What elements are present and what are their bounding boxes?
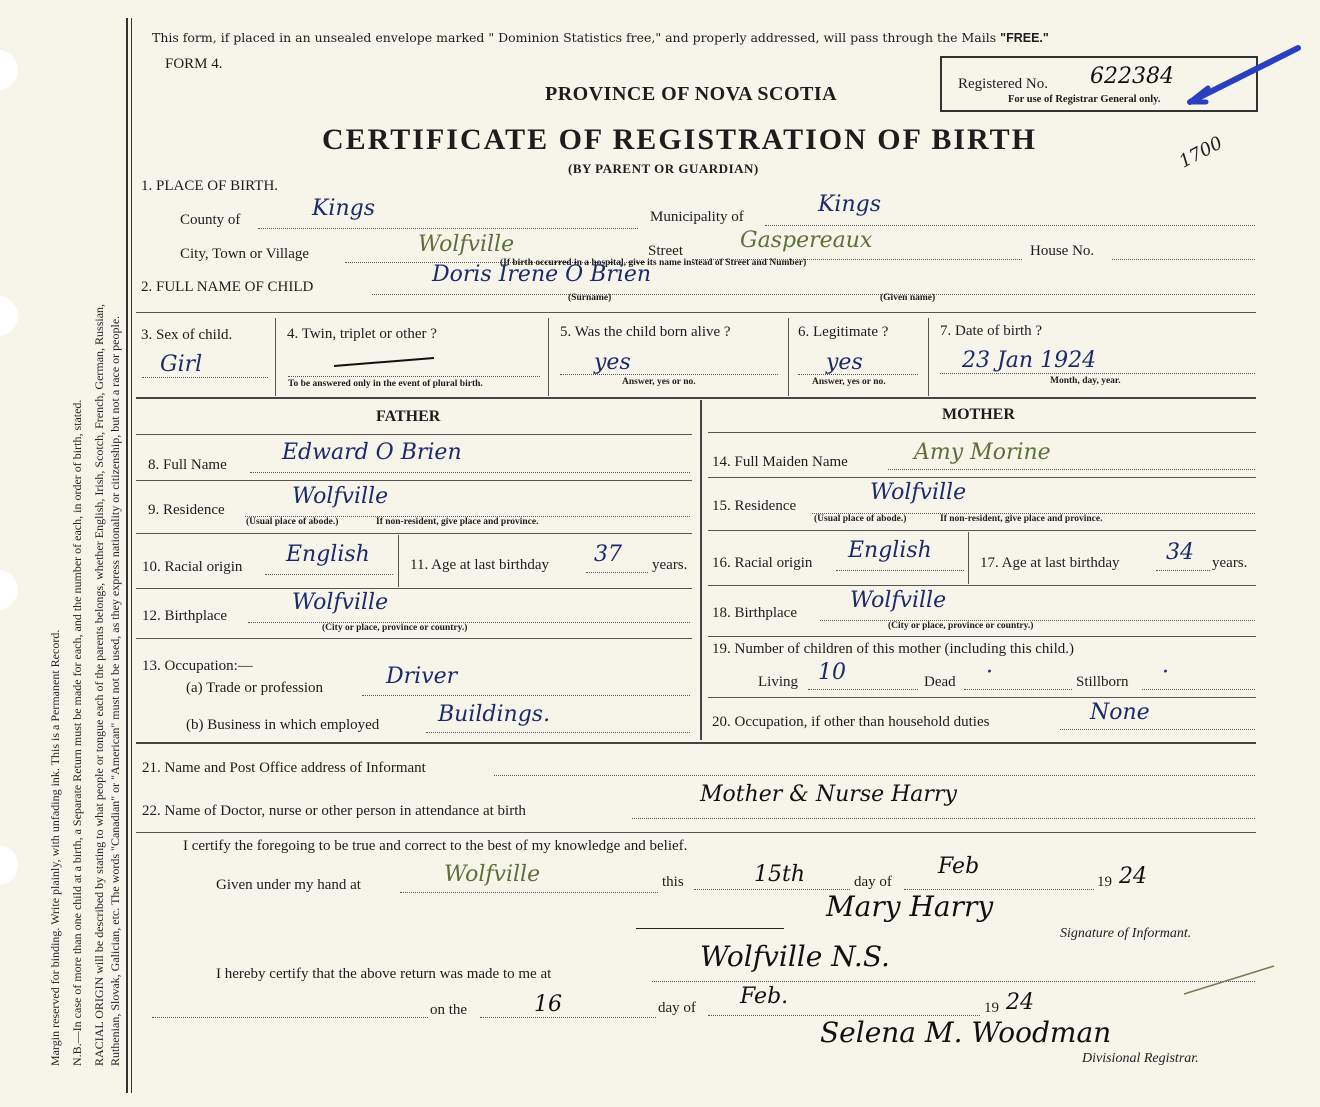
- binding-rule: [126, 18, 128, 1093]
- twin-note: To be answered only in the event of plural birth.: [288, 379, 483, 389]
- mother-race-label: 16. Racial origin: [712, 555, 813, 571]
- father-race-label: 10. Racial origin: [142, 559, 243, 575]
- given-dayof-label: day of: [854, 874, 892, 890]
- registrar-on-label: on the: [430, 1002, 468, 1018]
- province-heading: PROVINCE OF NOVA SCOTIA: [545, 83, 838, 105]
- county-label: County of: [180, 212, 241, 228]
- twin-label: 4. Twin, triplet or other ?: [287, 326, 437, 342]
- mother-race-value: English: [848, 538, 932, 563]
- twin-dash: [330, 352, 440, 372]
- father-name-label: 8. Full Name: [148, 457, 227, 473]
- father-trade-label: (a) Trade or profession: [186, 680, 324, 696]
- father-residence-note1: (Usual place of abode.): [246, 517, 339, 527]
- corner-stamp: 1700: [1175, 132, 1227, 173]
- street-label: Street: [648, 243, 683, 259]
- informant-certify-text: I certify the foregoing to be true and correct to the best of my knowledge and belief.: [183, 838, 688, 854]
- registrar-year-suffix: 24: [1006, 990, 1034, 1015]
- punch-hole: [0, 296, 18, 336]
- given-name-note: (Given name): [880, 293, 936, 303]
- margin-note-nb: N.B.—In case of more than one child at a birth, a Separate Return must be made for each, and the number of each, in order of birth, stated.: [70, 399, 84, 1066]
- alive-note: Answer, yes or no.: [622, 377, 696, 387]
- registrar-dayof-label: day of: [658, 1000, 696, 1016]
- municipality-label: Municipality of: [650, 209, 744, 225]
- place-heading: 1. PLACE OF BIRTH.: [141, 178, 279, 194]
- alive-value: yes: [594, 350, 631, 375]
- given-year-prefix: 19: [1097, 874, 1112, 890]
- father-birthplace-label: 12. Birthplace: [142, 608, 227, 624]
- informant-label: 21. Name and Post Office address of Informant: [142, 760, 426, 776]
- mother-birthplace-value: Wolfville: [850, 588, 947, 613]
- margin-note-racial-cont: Ruthenian, Slovak, Galician, etc. The words "Canadian" or "American" must not be used, as they express nationality or citizenship, but not a race or people.: [108, 315, 122, 1066]
- registrar-place-value: Wolfville N.S.: [700, 940, 890, 973]
- registrar-certify-text: I hereby certify that the above return was made to me at: [216, 966, 552, 982]
- registered-no-value: 622384: [1090, 64, 1174, 89]
- given-at-value: Wolfville: [444, 862, 541, 887]
- mother-heading: MOTHER: [942, 406, 1015, 423]
- mother-name-value: Amy Morine: [914, 440, 1051, 465]
- mother-name-label: 14. Full Maiden Name: [712, 454, 848, 470]
- father-heading: FATHER: [376, 408, 441, 425]
- punch-hole: [0, 50, 18, 90]
- binding-rule: [131, 18, 132, 1093]
- mother-birthplace-label: 18. Birthplace: [712, 605, 797, 621]
- father-name-value: Edward O Brien: [282, 440, 462, 465]
- pen-stroke-icon: [1180, 960, 1280, 1000]
- given-at-label: Given under my hand at: [216, 877, 361, 893]
- dob-value: 23 Jan 1924: [962, 348, 1097, 373]
- father-occupation-label: 13. Occupation:—: [142, 658, 253, 674]
- father-age-label: 11. Age at last birthday: [410, 557, 549, 573]
- father-birthplace-note: (City or place, province or country.): [322, 623, 468, 633]
- mother-residence-value: Wolfville: [870, 480, 967, 505]
- certificate-title: CERTIFICATE OF REGISTRATION OF BIRTH: [322, 123, 1037, 156]
- blue-check-mark-icon: [1180, 40, 1310, 110]
- registrar-day-value: 16: [534, 992, 562, 1017]
- punch-hole: [0, 570, 18, 610]
- registrar-year-prefix: 19: [984, 1000, 999, 1016]
- mother-age-label: 17. Age at last birthday: [980, 555, 1120, 571]
- stillborn-value: ·: [1162, 660, 1169, 685]
- city-value: Wolfville: [418, 232, 515, 257]
- dob-note: Month, day, year.: [1050, 376, 1121, 386]
- child-name-label: 2. FULL NAME OF CHILD: [141, 279, 314, 295]
- father-residence-label: 9. Residence: [148, 502, 225, 518]
- father-age-unit: years.: [652, 557, 688, 573]
- mother-children-label: 19. Number of children of this mother (including this child.): [712, 641, 1075, 657]
- hospital-note: (If birth occurred in a hospital, give its name instead of Street and Number): [500, 258, 807, 268]
- legitimate-label: 6. Legitimate ?: [798, 324, 889, 340]
- postal-notice-free: "FREE.": [1000, 31, 1049, 45]
- county-value: Kings: [312, 196, 376, 221]
- given-day-value: 15th: [754, 862, 806, 887]
- informant-signature-caption: Signature of Informant.: [1060, 926, 1192, 941]
- given-month-value: Feb: [938, 854, 980, 879]
- mother-residence-label: 15. Residence: [712, 498, 797, 514]
- sex-label: 3. Sex of child.: [141, 327, 233, 343]
- mother-residence-note2: If non-resident, give place and province.: [940, 514, 1103, 524]
- living-value: 10: [818, 660, 846, 685]
- street-value: Gaspereaux: [740, 228, 873, 253]
- margin-note-binding: Margin reserved for binding. Write plainly, with unfading ink. This is a Permanent Record.: [48, 629, 62, 1066]
- mother-age-value: 34: [1166, 540, 1194, 565]
- alive-label: 5. Was the child born alive ?: [560, 324, 731, 340]
- attendant-value: Mother & Nurse Harry: [700, 782, 957, 807]
- living-label: Living: [758, 674, 798, 690]
- sex-value: Girl: [160, 352, 203, 377]
- registered-no-label: Registered No.: [958, 76, 1048, 92]
- margin-note-racial: RACIAL ORIGIN will be described by stating to what people or tongue each of the parents belongs, whether English, Irish, Scotch, French, German, Russian,: [92, 303, 106, 1066]
- form-number: FORM 4.: [165, 56, 223, 72]
- mother-occupation-label: 20. Occupation, if other than household duties: [712, 714, 990, 730]
- house-no-label: House No.: [1030, 243, 1095, 259]
- dead-value: ·: [986, 660, 993, 685]
- registrar-signature: Selena M. Woodman: [820, 1016, 1112, 1049]
- mother-birthplace-note: (City or place, province or country.): [888, 621, 1034, 631]
- mother-residence-note1: (Usual place of abode.): [814, 514, 907, 524]
- father-race-value: English: [286, 542, 370, 567]
- postal-notice: [152, 30, 1049, 45]
- father-residence-note2: If non-resident, give place and province.: [376, 517, 539, 527]
- registrar-month-value: Feb.: [740, 984, 789, 1009]
- registrar-caption: Divisional Registrar.: [1082, 1051, 1199, 1066]
- dead-label: Dead: [924, 674, 956, 690]
- father-residence-value: Wolfville: [292, 484, 389, 509]
- legitimate-note: Answer, yes or no.: [812, 377, 886, 387]
- father-business-value: Buildings.: [438, 702, 551, 727]
- this-label: this: [662, 874, 684, 890]
- dob-label: 7. Date of birth ?: [940, 323, 1043, 339]
- legitimate-value: yes: [826, 350, 863, 375]
- surname-note: (Surname): [568, 293, 612, 303]
- father-business-label: (b) Business in which employed: [186, 717, 380, 733]
- certificate-subtitle: (BY PARENT OR GUARDIAN): [568, 161, 759, 176]
- attendant-label: 22. Name of Doctor, nurse or other person in attendance at birth: [142, 803, 526, 819]
- father-birthplace-value: Wolfville: [292, 590, 389, 615]
- father-age-value: 37: [594, 542, 622, 567]
- father-trade-value: Driver: [386, 664, 458, 689]
- stillborn-label: Stillborn: [1076, 674, 1129, 690]
- given-year-suffix: 24: [1119, 864, 1147, 889]
- punch-hole: [0, 845, 18, 885]
- registrar-use-note: For use of Registrar General only.: [1008, 94, 1161, 105]
- child-name-value: Doris Irene O Brien: [432, 262, 652, 287]
- municipality-value: Kings: [818, 192, 882, 217]
- mother-age-unit: years.: [1212, 555, 1248, 571]
- city-label: City, Town or Village: [180, 246, 310, 262]
- informant-signature: Mary Harry: [826, 890, 994, 923]
- mother-occupation-value: None: [1090, 700, 1150, 725]
- postal-notice-text: This form, if placed in an unsealed envelope marked " Dominion Statistics free," and properly addressed, will pass through the Mails: [152, 30, 997, 45]
